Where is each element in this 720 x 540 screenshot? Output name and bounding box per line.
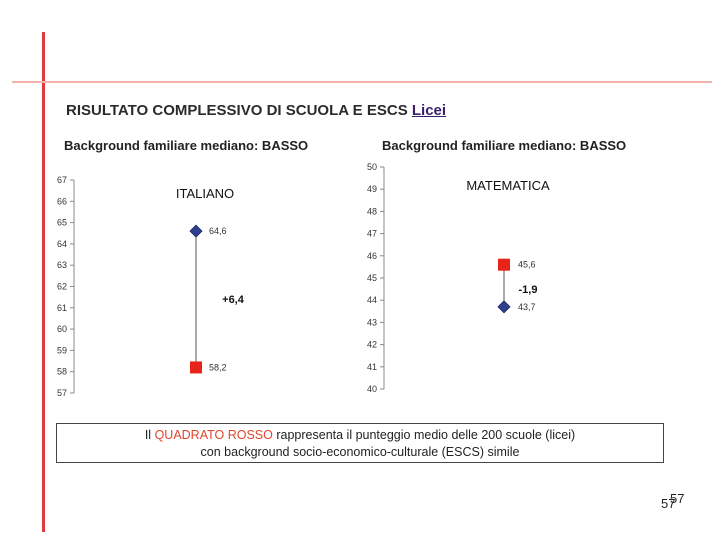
right-y-tick-label: 45: [366, 273, 377, 283]
left-y-tick-label: 66: [56, 196, 67, 207]
right-benchmark-value-label: 45,6: [518, 259, 536, 270]
page-number: 57: [661, 496, 676, 511]
right-y-tick-label: 50: [366, 162, 377, 172]
left-benchmark-value-label: 58,2: [209, 362, 227, 373]
slide-title-underlined: Licei: [411, 102, 447, 119]
left-y-tick-label: 59: [56, 345, 67, 356]
right-difference-label: -1,9: [518, 284, 538, 296]
right-y-tick-label: 42: [366, 339, 377, 350]
right-benchmark-square: [498, 259, 510, 271]
page-number-overlay: 57: [670, 491, 685, 506]
left-y-tick-label: 60: [56, 324, 67, 335]
note-text-line2: con background socio-economico-culturale (ESCS) simile: [200, 445, 520, 459]
right-y-tick-label: 44: [366, 295, 377, 306]
right-y-tick-label: 47: [366, 228, 377, 239]
right-y-tick-label: 46: [366, 250, 377, 261]
left-school-diamond: [190, 225, 202, 237]
left-y-tick-label: 64: [56, 238, 67, 249]
left-y-tick-label: 61: [56, 302, 67, 313]
right-y-tick-label: 40: [366, 384, 377, 394]
left-y-tick-label: 67: [56, 175, 67, 185]
left-school-value-label: 64,6: [209, 226, 227, 237]
note-text: rappresenta il punteggio medio delle 200 scuole (licei): [276, 428, 576, 442]
left-y-tick-label: 65: [56, 217, 67, 228]
right-y-tick-label: 41: [366, 361, 377, 372]
right-y-tick-label: 43: [366, 317, 377, 328]
right-school-value-label: 43,7: [518, 301, 536, 312]
left-y-tick-label: 57: [56, 388, 67, 398]
right-chart-title: MATEMATICA: [466, 178, 550, 193]
slide-title-main: RISULTATO COMPLESSIVO DI SCUOLA E ESCS: [66, 102, 408, 119]
left-y-tick-label: 58: [56, 366, 67, 377]
right-y-tick-label: 49: [366, 184, 377, 195]
right-chart-subtitle: Background familiare mediano: BASSO: [382, 138, 627, 153]
left-chart-subtitle: Background familiare mediano: BASSO: [64, 138, 309, 153]
left-benchmark-square: [190, 361, 202, 373]
note-highlight: QUADRATO ROSSO: [154, 428, 273, 442]
right-y-tick-label: 48: [366, 206, 377, 217]
left-y-tick-label: 63: [56, 260, 67, 271]
left-chart-title: ITALIANO: [175, 186, 235, 201]
note-prefix: Il: [144, 428, 152, 442]
right-school-diamond: [498, 301, 510, 313]
legend-note: [56, 423, 664, 463]
left-difference-label: +6,4: [222, 294, 244, 306]
left-y-tick-label: 62: [56, 281, 67, 292]
